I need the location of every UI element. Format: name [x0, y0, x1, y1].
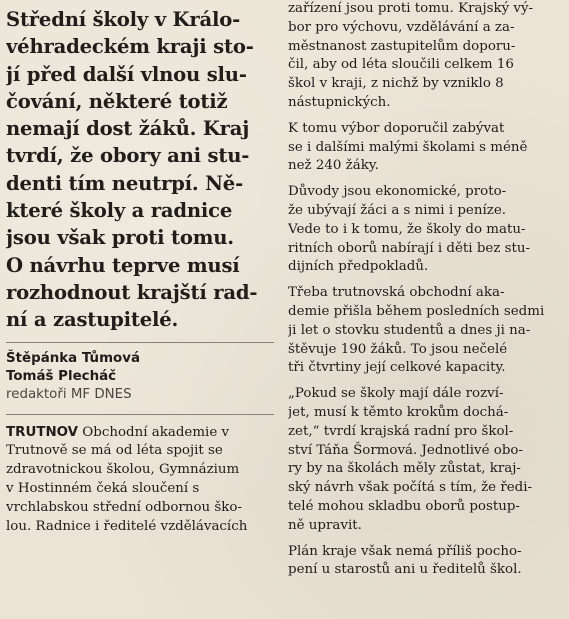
body-line: štěvuje 190 žáků. To jsou nečelé	[288, 341, 508, 357]
body-line: ritních oborů nabírají i děti bez stu-	[288, 240, 531, 256]
lead-line: ní a zastupitelé.	[6, 308, 179, 332]
body-line: Třeba trutnovská obchodní aka-	[288, 285, 505, 301]
body-line: demie přišla během posledních sedmi	[288, 303, 545, 319]
body-line: jet, musí k těmto krokům dochá-	[288, 404, 509, 420]
body-line: lou. Radnice i ředitelé vzdělávacích	[6, 518, 248, 534]
paragraph	[288, 284, 564, 378]
body-line: se i dalšími malými školami s méně	[288, 139, 528, 155]
body-line: Důvody jsou ekonomické, proto-	[288, 184, 507, 200]
dateline: TRUTNOV	[6, 424, 79, 440]
body-line: Plán kraje však nemá příliš pocho-	[288, 543, 522, 559]
body-line: než 240 žáky.	[288, 158, 379, 174]
body-line: ství Táňa Šormová. Jednotlivé obo-	[288, 442, 524, 458]
body-line: „Pokud se školy mají dále rozví-	[288, 386, 504, 402]
body-line: zet,“ tvrdí krajská radní pro škol-	[288, 423, 514, 439]
body-line: vrchlabskou střední odbornou ško-	[6, 499, 242, 515]
body-line	[6, 424, 280, 443]
lead-paragraph	[6, 6, 280, 334]
article-body-start	[6, 424, 280, 537]
body-line: tři čtvrtiny její celkové kapacity.	[288, 360, 506, 376]
paragraph	[288, 385, 564, 535]
lead-line: rozhodnout krajští rad-	[6, 280, 258, 304]
body-line: ně upravit.	[288, 517, 362, 533]
body-line-text: Obchodní akademie v	[78, 424, 230, 440]
body-line: telé mohou skladbu oborů postup-	[288, 498, 520, 514]
divider	[6, 342, 274, 343]
body-line: městnanost zastupitelům doporu-	[288, 38, 516, 54]
right-column	[288, 0, 564, 619]
paragraph	[288, 183, 564, 277]
body-line: zařízení jsou proti tomu. Krajský vý-	[288, 1, 534, 16]
author-name: Tomáš Plecháč	[6, 368, 117, 384]
lead-line: denti tím neutrpí. Ně-	[6, 171, 244, 195]
author-name: Štěpánka Tůmová	[6, 350, 140, 366]
body-line: ry by na školách měly zůstat, kraj-	[288, 461, 521, 477]
lead-line: jí před další vlnou slu-	[6, 62, 247, 86]
body-line: Trutnově se má od léta spojit se	[6, 443, 223, 459]
lead-line: tvrdí, že obory ani stu-	[6, 144, 250, 168]
body-line: zdravotnickou školou, Gymnázium	[6, 462, 240, 478]
lead-line: jsou však proti tomu.	[6, 226, 234, 250]
body-line: Vede to i k tomu, že školy do matu-	[288, 221, 526, 237]
lead-line: O návrhu teprve musí	[6, 253, 240, 277]
lead-line: véhradeckém kraji sto-	[6, 35, 254, 59]
byline	[6, 350, 280, 404]
paragraph	[288, 543, 564, 581]
body-line: dijních předpokladů.	[288, 259, 429, 275]
body-line: pení u starostů ani u ředitelů škol.	[288, 562, 522, 578]
lead-line: Střední školy v Králo-	[6, 8, 241, 31]
body-line: ji let o stovku studentů a dnes ji na-	[288, 322, 531, 338]
body-line: čil, aby od léta sloučili celkem 16	[288, 57, 514, 73]
divider	[6, 414, 274, 415]
author-role: redaktoři MF DNES	[6, 386, 132, 402]
paragraph	[288, 120, 564, 176]
body-line: v Hostinném čeká sloučení s	[6, 480, 200, 496]
left-column	[6, 6, 280, 619]
lead-line: které školy a radnice	[6, 199, 233, 223]
body-line: škol v kraji, z nichž by vzniklo 8	[288, 76, 504, 92]
paragraph	[288, 0, 564, 113]
body-line: bor pro výchovu, vzdělávání a za-	[288, 19, 515, 35]
body-line: že ubývají žáci a s nimi i peníze.	[288, 202, 507, 218]
body-line: ský návrh však počítá s tím, že ředi-	[288, 480, 533, 496]
body-line: nástupnických.	[288, 94, 391, 110]
lead-line: čování, některé totiž	[6, 89, 228, 113]
body-line: K tomu výbor doporučil zabývat	[288, 120, 505, 136]
lead-line: nemají dost žáků. Kraj	[6, 117, 250, 141]
